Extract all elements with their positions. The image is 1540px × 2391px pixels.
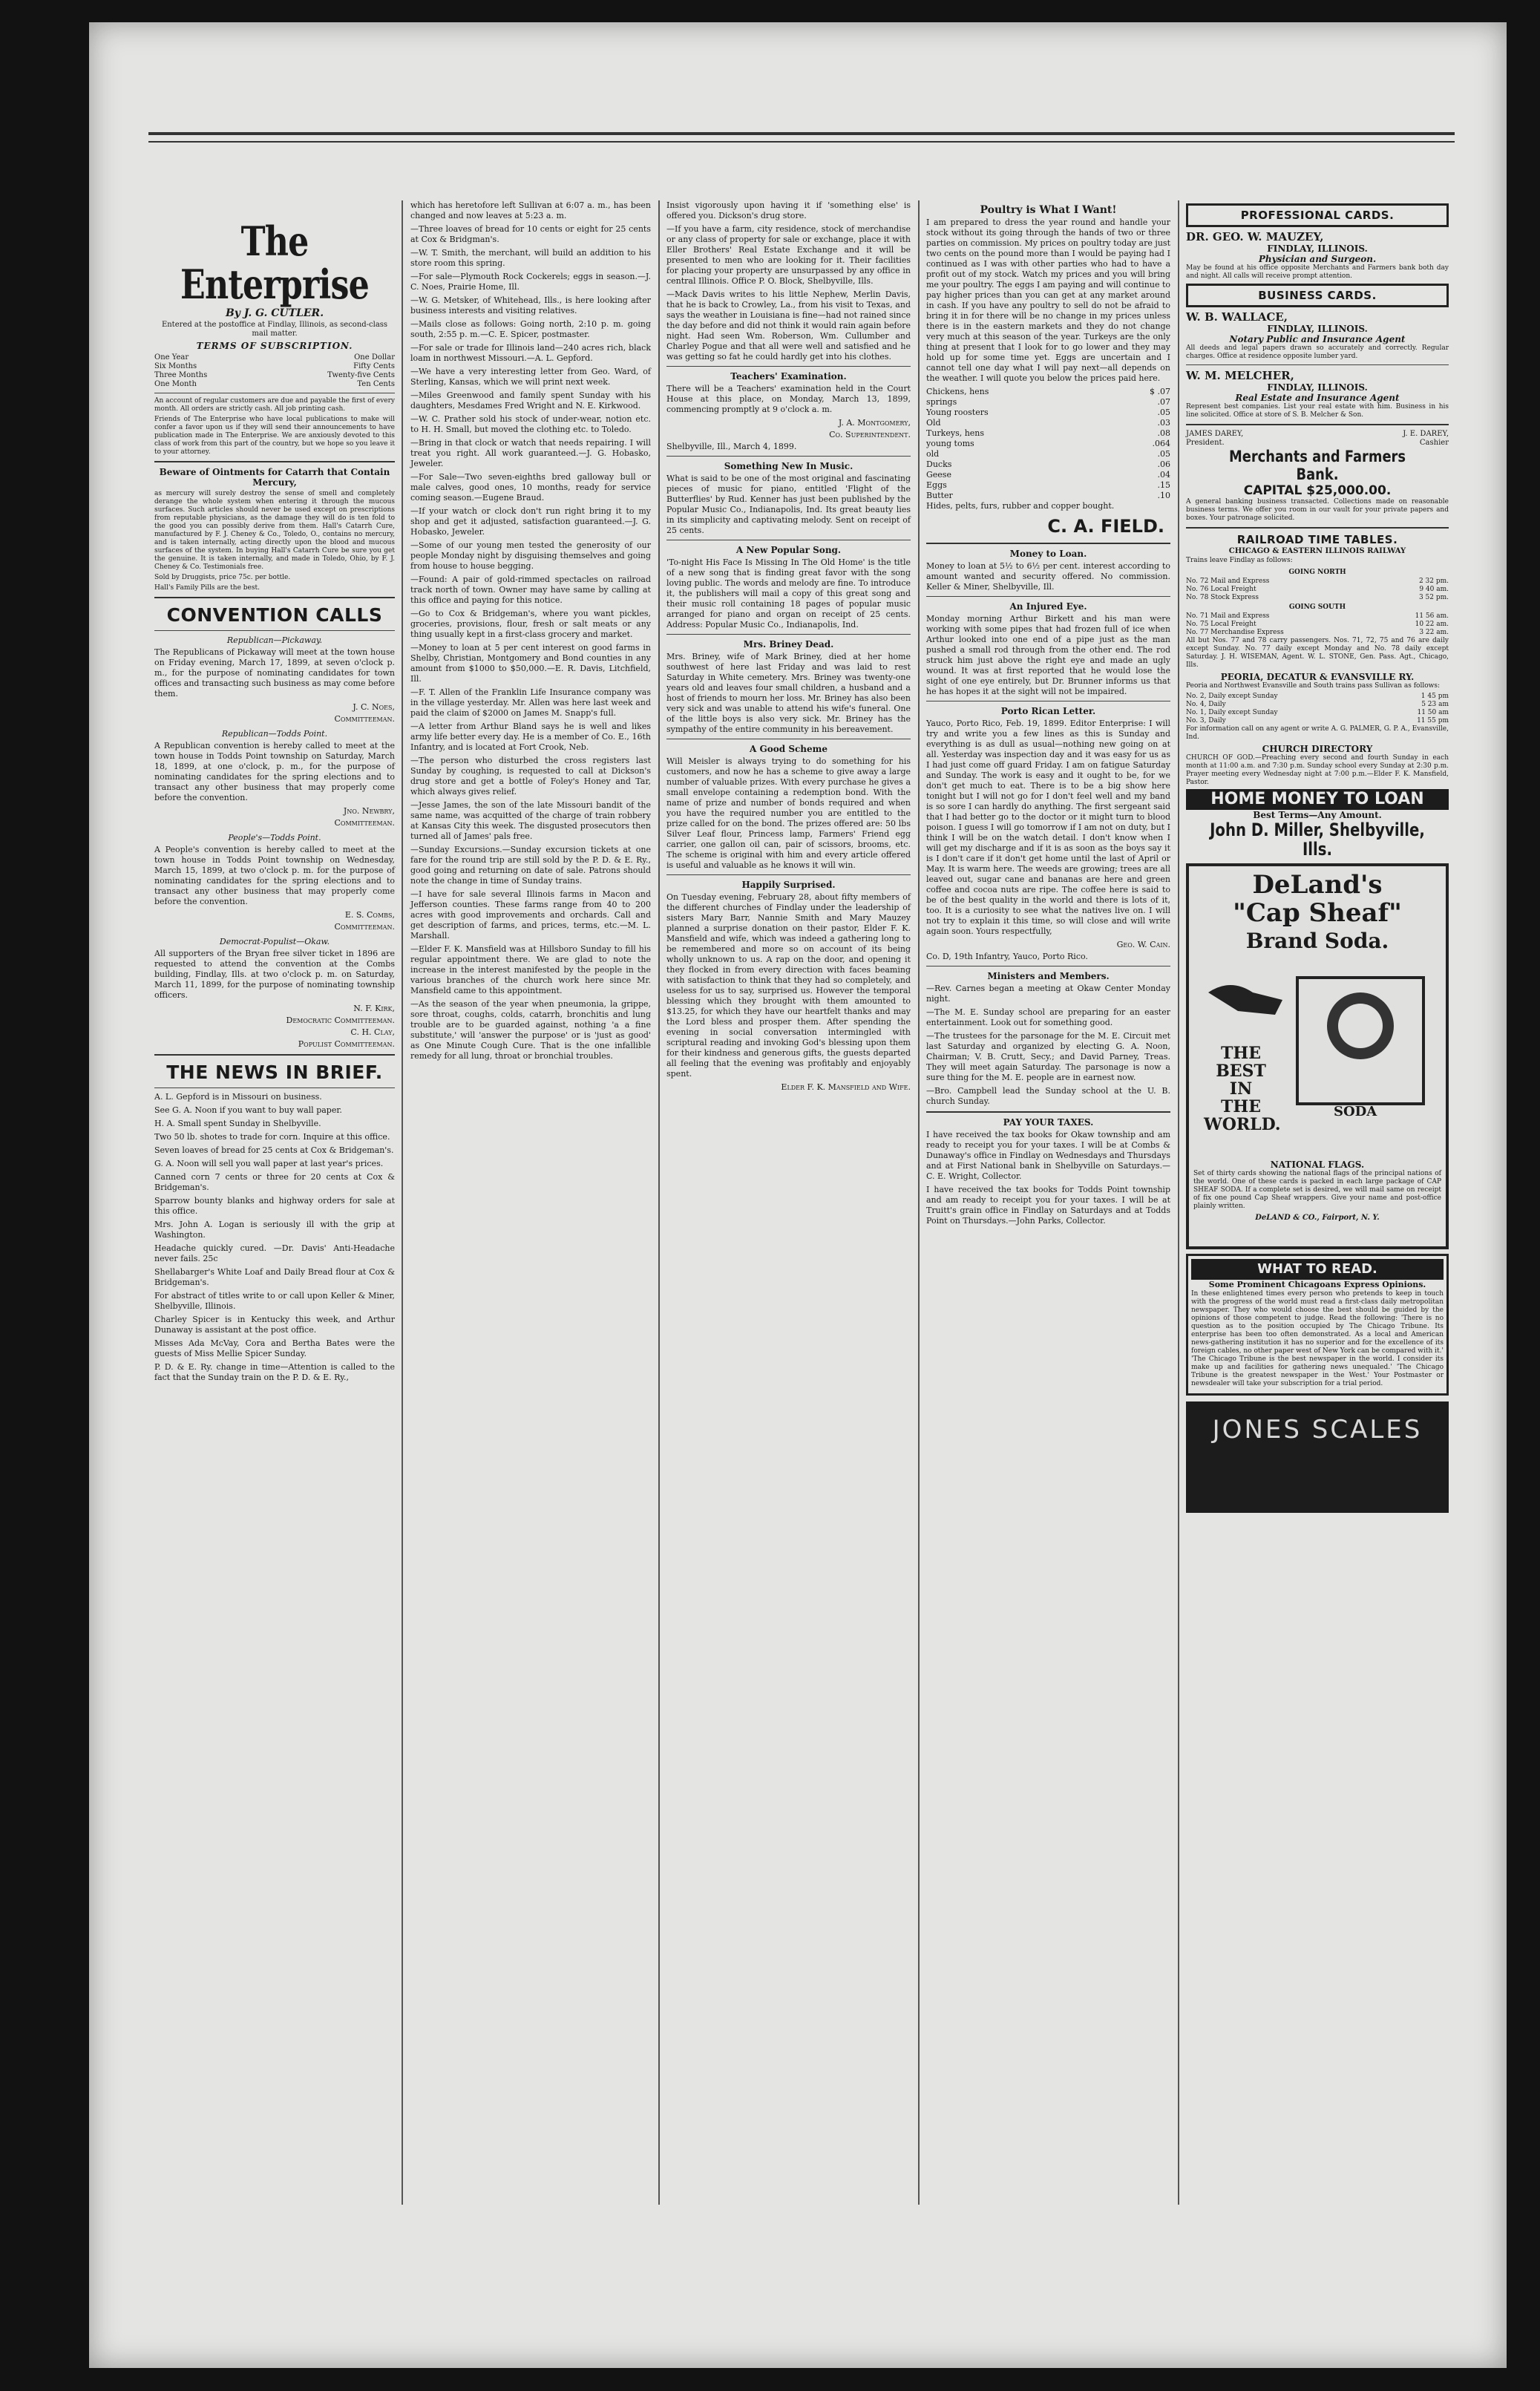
local-item: —W. C. Prather sold his stock of under-wear, notion etc. to H. H. Small, but moved the clothing etc. to Toledo. [410,414,651,434]
taxes-heading: PAY YOUR TAXES. [1003,1117,1094,1128]
field-signature: C. A. FIELD. [1047,516,1164,537]
price-row: Eggs .15 [926,480,1170,490]
scheme-heading: A Good Scheme [750,744,828,754]
train-row: No. 2, Daily except Sunday 1 45 pm [1186,693,1449,700]
bank-name: Merchants and Farmers Bank. [1229,448,1406,483]
train-row: No. 3, Daily 11 55 pm [1186,717,1449,725]
soda-advertisement: DeLand's "Cap Sheaf" Brand Soda. THE BEST IN THE WORLD. SODA NATIONAL FLAGS. Set of thirty cards showing the national flags of the principal nations of the world. One of these cards is packed in each large package of CAP SHEAF SODA. If a complete set is desired, we will mail same on receipt of fix one pound Cap Sheaf wrappers. Give your name and post-office plainly written. DeLAND & CO., Fairport, N. Y. [1186,863,1449,1249]
local-item: —If your watch or clock don't run right bring it to my shop and get it adjusted, satisfaction guaranteed.—J. G. Hobasko, Jeweler. [410,506,651,537]
news-item: G. A. Noon will sell you wall paper at last year's prices. [154,1159,384,1168]
friends-notice: Friends of The Enterprise who have local publications to make will confer a favor upon us if they will send their announcements to have publication made in The Enterprise. We are anxiously devoted to this class of work from this part of the country, but we hope so you leave it to your attorney. [154,416,395,456]
call-heading: Republican—Todds Point. [221,729,328,739]
column-3: Insist vigorously upon having it if 'something else' is offered you. Dickson's drug store. —If you have a farm, city residence, stock of merchandise or any class of property for sale or exchange, place it with Eller Brothers' Real Estate Exchange and it will be presented to men who are looking for it. Their facilities for placing your property are unsurpassed by any office in central Illinois. Office P. O. Block, Shelbyville, Ills. —Mack Davis writes to his little Nephew, Merlin Davis, that he is back to Crowley, La., from his visit to Texas, and says the weather in Louisiana is fine—had not rained since the day before and did not think it would rain again before night. Had seen Wm. Roberson, Wm. Cullumber and Charley Pogue and that all were well and satisfied and he was getting so fat he could hardly get into his clothes. Teachers' Examination. There will be a Teachers' examination held in the Court House at this place, on Monday, March 13, 1899, commencing promptly at 9 o'clock a. m. J. A. Montgomery, Co. Superintendent. Shelbyville, Ill., March 4, 1899. Something New In Music. What is said to be one of the most original and fascinating pieces of music for piano, entitled 'Flight of the Butterflies' by Rud. Kenner has just been published by the Popular Music Co., Indianapolis, Ind. Its great beauty lies in its simplicity and captivating melody. Sent on receipt of 25 cents. A New Popular Song. 'To-night His Face Is Missing In The Old Home' is the title of a new song that is finding great favor with the song loving public. The words and melody are fine. To introduce it, the publishers will mail a copy of this great song and their music roll containing 18 pages of popular music arranged for piano and organ on receipt of 25 cents. Address: Popular Music Co., Indianapolis, Ind. Mrs. Briney Dead. Mrs. Briney, wife of Mark Briney, died at her home southwest of here last Friday and was laid to rest Saturday in White cemetery. Mrs. Briney was twenty-one years old and leaves four small children, a husband and a host of friends to mourn her loss. Mr. Briney has also been very sick and was unable to attend his wife's funeral. One of the little boys is also very sick. Mr. Briney has the sympathy of the entire community in his bereavement. A Good Scheme Will Meisler is always trying to do something for his customers, and now he has a scheme to give away a large number of valuable prizes. With every purchase he gives a small envelope containing a redemption bond. With the name of prize and number of bonds required and when you have the required number you are entitled to the prize called for on the bond. The prizes offered are: 50 lbs Silver Leaf flour, Princess lamp, Farmers' Friend egg carrier, one gallon oil can, pair of scissors, brooms, etc. The scheme is original with him and every article offered is useful and valuable as he knows it will win. Happily Surprised. On Tuesday evening, February 28, about fifty members of the different churches of Findlay under the leadership of sisters Mary Barr, Nannie Smith and Mary Mauzey planned a surprise donation on their pastor, Elder F. K. Mansfield and wife, which was indeed a gathering long to be remembered and more so on account of its being wholly unknown to us. A rap on the door, and opening it they flocked in from every direction with faces beaming with satisfaction to think that they had so completely, and useless for us to say, surprised us. However the temporal blessing which they brought with them amounted to $13.25, for which they have our heartfelt thanks and may the Lord bless and prosper them. After spending the evening in social conversation intermingled with scriptural reading and invoking God's blessing upon them for their kindness and generous gifts, the guests departed all feeling that the evening was profitably and enjoyably spent. Elder F. K. Mansfield and Wife. [666,200,911,1092]
bank-capital: CAPITAL $25,000.00. [1243,483,1392,498]
price-row: Turkeys, hens .08 [926,428,1170,438]
home-money-banner: HOME MONEY TO LOAN [1186,789,1449,810]
rate-row: Six Months Fifty Cents [154,362,395,370]
miller-name: John D. Miller, Shelbyville, Ills. [1210,820,1425,860]
local-item: —The person who disturbed the cross registers last Sunday by coughing, is requested to call at Dickson's drug store and get a bottle of Foley's Honey and Tar, which always gives relief. [410,756,651,797]
loan-heading: Money to Loan. [1009,549,1087,559]
news-item: Charley Spicer is in Kentucky this week, and Arthur Dunaway is assistant at the post office. [154,1315,395,1335]
local-item: —Mack Davis writes to his little Nephew, Merlin Davis, that he is back to Crowley, La., from his visit to Texas, and says the weather in Louisiana is fine—had not rained since the day before and did not think it would rain again before night. Had seen Wm. Roberson, Wm. Cullumber and Charley Pogue and that all were well and satisfied and he was getting so fat he could hardly get into his clothes. [666,290,911,362]
news-item: Sparrow bounty blanks and highway orders for sale at this office. [154,1196,395,1216]
call-text: The Republicans of Pickaway will meet at the town house on Friday evening, March 17, 1899, at seven o'clock p. m., for the purpose of nominating candidates for town offices and transacting such business as may come before them. [154,647,395,699]
top-rule [148,132,1455,143]
beware-text: as mercury will surely destroy the sense of smell and completely derange the whole system when entering it through the mucous surfaces. Such articles should never be used except on prescriptions from reputable physicians, as the damage they will do is ten fold to the good you can possibly derive from them. Hall's Catarrh Cure, manufactured by F. J. Cheney & Co., Toledo, O., contains no mercury, and is taken internally, acting directly upon the blood and mucous surfaces of the system. In buying Hall's Catarrh Cure be sure you get the genuine. It is taken internally, and made in Toledo, Ohio, by F. J. Cheney & Co. Testimonials free. [154,490,395,571]
train-row: No. 4, Daily 5 23 am [1186,701,1449,708]
local-item: —As the season of the year when pneumonia, la grippe, sore throat, coughs, colds, catarrh, bronchitis and lung trouble are to be guarded against, nothing 'a a fine substitute,' will 'answer the purpose' or is 'just as good' as One Minute Cough Cure. That is the one infallible remedy for all lung, throat or bronchial troubles. [410,999,651,1061]
mauzey-name: DR. GEO. W. MAUZEY, [1186,230,1324,243]
what-to-read-box: WHAT TO READ. Some Prominent Chicagoans Express Opinions. In these enlightened times every person who pretends to keep in touch with the progress of the world must read a first-class daily metropolitan newspaper. They who would choose the best should be guided by the opinions of those competent to judge. Read the following: 'There is no question as to the position occupied by The Chicago Tribune. Its enterprise has been too often demonstrated. As a local and American news-gathering institution it has no superior and for the excellence of its foreign cables, no other paper west of New York can be compared with it.' 'The Chicago Tribune is the best newspaper in the world. I consider its make up and facilities for gathering news unequaled.' 'The Chicago Tribune is the greatest newspaper in the West.' Your Postmaster or newsdealer will take your subscription for a trial period. [1186,1254,1449,1396]
eye-heading: An Injured Eye. [1009,601,1087,612]
beware-heading: Beware of Ointments for Catarrh that Contain Mercury, [159,467,390,488]
local-item: —For Sale—Two seven-eighths bred galloway bull or male calves, good ones, 10 months, ready for service coming season.—Eugene Braud. [410,472,651,503]
rate-row: One Year One Dollar [154,353,395,362]
best-in-world-label: THE BEST IN THE WORLD. [1204,1044,1281,1134]
train-row: No. 75 Local Freight 10 22 am. [1186,621,1449,628]
masthead-title: The Enterprise [180,217,369,308]
column-rule [918,200,920,2205]
news-item: For abstract of titles write to or call upon Keller & Miner, Shelbyville, Illinois. [154,1291,395,1311]
local-item: —For sale—Plymouth Rock Cockerels; eggs in season.—J. C. Noes, Prairie Home, Ill. [410,272,651,292]
masthead-entered: Entered at the postoffice at Findlay, Illinois, as second-class mail matter. [161,321,388,338]
news-item: H. A. Small spent Sunday in Shelbyville. [154,1119,321,1128]
convention-calls-heading: CONVENTION CALLS [166,604,383,626]
melcher-name: W. M. MELCHER, [1186,369,1294,382]
beware-pills: Hall's Family Pills are the best. [154,584,260,592]
local-item: —I have for sale several Illinois farms in Macon and Jefferson counties. These farms range from 40 to 200 acres with good improvements and orchards. Call and get description of farms, and prices, terms, etc.—M. L. Marshall. [410,889,651,941]
surprise-heading: Happily Surprised. [741,880,836,890]
local-item: —Some of our young men tested the generosity of our people Monday night by disguising themselves and going from house to house begging. [410,540,651,571]
local-item: —A letter from Arthur Bland says he is well and likes army life better every day. He is a member of Co. E., 16th Infantry, and is located at Fort Crook, Neb. [410,722,651,752]
price-row: Old .03 [926,418,1170,428]
local-item: —W. G. Metsker, of Whitehead, Ills., is here looking after business interests and visiting relatives. [410,295,651,315]
professional-cards: PROFESSIONAL CARDS. [1186,203,1449,227]
masthead-editor: By J. G. CUTLER. [225,307,324,319]
train-row: No. 71 Mail and Express 11 56 am. [1186,612,1449,620]
column-4: Poultry is What I Want! I am prepared to dress the year round and handle your stock without its going through the hands of two or three parties on commission. My prices on poultry today are just two cents on the pound more than I would be paying had I continued as I was with other parties who had to have a profit out of my stock. Watch my prices and you will bring me your poultry. The eggs I am paying and will continue to pay higher prices than you can get at any market around in cash. If you have any poultry to sell do not be afraid to bring it in for there will be no change in my prices unless there is in the eastern markets and they do not change very much at this season of the year. Turkeys are the only thing at present that I look for to go lower and they may hold up for some time yet. Eggs are uncertain and I cannot tell one day what I will pay next—all depends on the weather. I will quote you below the prices paid here. Chickens, hens $ .07 springs .07 Young roosters .05 Old .03 Turkeys, hens .08 young toms .064 old .05 Ducks .06 Geese .04 Eggs .15 Butter .10 Hides, pelts, furs, rubber and copper bought. C. A. FIELD. Money to Loan. Money to loan at 5½ to 6½ per cent. interest according to amount wanted and security offered. No commission. Keller & Miner, Shelbyville, Ill. An Injured Eye. Monday morning Arthur Birkett and his man were working with some pipes that had frozen full of ice when Arthur looked into one end of a pipe just as the man pushed a small rod through from the other end. The rod struck him just above the right eye and made an ugly wound. It was at first reported that he would lose the sight of one eye entirely, but Dr. Brunner informs us that he has hopes it at the sight will not be impaired. Porto Rican Letter. Yauco, Porto Rico, Feb. 19, 1899. Editor Enterprise: I will try and write you a few lines as this is Sunday and everything is as dull as usual—nothing new going on at all. Yesterday was inspection day and it was easy for us as I had just come off guard Friday. I am on fatigue Saturday and Sunday. The work is easy and it ought to be, for we don't get much to eat. There is to be a big show here tonight but I will not go for I don't feel well and my band is so sore I can hardly do anything. The first sergeant said that I had better go to the doctor or it might turn to blood poison. I guess I will go tomorrow if I am not on duty, but I think I will be on the watch detail. I don't know when I will get my discharge and if it is as soon as the boys say it is I don't care if it don't get home until the last of April or May. It is warm here. The weeds are growing; trees are all leaved out, sugar cane and bananas are here and green coffee and cocoa nuts are ripe. The coffee here is said to be of the best quality in the world and there is lots of it, too. It is a curiosity to see what the natives live on. I will not try to explain it this time, so will close and will write again soon. Yours respectfully, Geo. W. Cain. Co. D, 19th Infantry, Yauco, Porto Rico. Ministers and Members. —Rev. Carnes began a meeting at Okaw Center Monday night. —The M. E. Sunday school are preparing for an easter entertainment. Look out for something good. —The trustees for the parsonage for the M. E. Circuit met last Saturday and organized by electing G. A. Noon, Chairman; V. B. Crutt, Secy.; and David Parney, Treas. They will meet again Saturday. The parsonage is now a sure thing for the M. E. people are in earnest now. —Bro. Campbell lead the Sunday school at the U. B. church Sunday. PAY YOUR TAXES. I have received the tax books for Okaw township and am ready to receipt you for your taxes. I will be at Combs & Dunaway's office in Findlay on Wednesdays and Thursdays and at First National bank in Shelbyville on Saturdays.—C. E. Wright, Collector. I have received the tax books for Todds Point township and am ready to receipt you for your taxes. I will be at Truitt's grain office in Findlay on Saturdays and at Todds Point on Thursdays.—John Parks, Collector. [926,204,1170,1226]
news-item: Shellabarger's White Loaf and Daily Bread flour at Cox & Bridgeman's. [154,1267,395,1287]
price-row: Ducks .06 [926,459,1170,469]
news-item: Misses Ada McVay, Cora and Bertha Bates were the guests of Miss Mellie Spicer Sunday. [154,1338,395,1358]
payment-notice: An account of regular customers are due and payable the first of every month. All orders are strictly cash. All job printing cash. [154,397,395,413]
subscription-heading: TERMS OF SUBSCRIPTION. [196,341,353,351]
news-item: Seven loaves of bread for 25 cents at Cox & Bridgeman's. [154,1145,394,1155]
train-row: No. 1, Daily except Sunday 11 50 am [1186,709,1449,716]
teachers-heading: Teachers' Examination. [730,371,847,382]
rate-row: Three Months Twenty-five Cents [154,371,395,379]
column-rule [1178,200,1179,2205]
news-item: Mrs. John A. Logan is seriously ill with the grip at Washington. [154,1220,395,1240]
local-item: —We have a very interesting letter from Geo. Ward, of Sterling, Kansas, which we will print next week. [410,367,651,387]
local-item: —For sale or trade for Illinois land—240 acres rich, black loam in northwest Missouri.—A. L. Gepford. [410,343,651,363]
rate-row: One Month Ten Cents [154,380,395,388]
call-heading: People's—Todds Point. [228,833,321,843]
column-2 [404,200,657,2205]
local-item: —F. T. Allen of the Franklin Life Insurance company was in the village yesterday. Mr. Allen was here last week and paid the claim of $2000 on James M. Snapp's full. [410,687,651,718]
price-row: springs .07 [926,397,1170,407]
local-item: —Elder F. K. Mansfield was at Hillsboro Sunday to fill his regular appointment there. We are glad to note the increase in the interest manifested by the people in the various branches of the church work here since Mr. Mansfield came to this appointment. [410,944,651,995]
train-row: No. 77 Merchandise Express 3 22 am. [1186,629,1449,636]
call-text: All supporters of the Bryan free silver ticket in 1896 are requested to attend the convention at the Combs building, Findlay, Ills. at two o'clock p. m. on Saturday, March 11, 1899, for the purpose of nominating township officers. [154,949,395,1000]
local-item: —Mails close as follows: Going north, 2:10 p. m. going south, 2:55 p. m.—C. E. Spicer, postmaster. [410,319,651,339]
pointing-hand-icon [1208,985,1282,1015]
local-item: —Jesse James, the son of the late Missouri bandit of the same name, was acquitted of the charge of train robbery at Kansas City this week. The disgusted prosecutors then turned all of James' pals free. [410,800,651,841]
price-row: old .05 [926,449,1170,459]
porto-heading: Porto Rican Letter. [1000,706,1096,716]
local-item: —If you have a farm, city residence, stock of merchandise or any class of property for sale or exchange, place it with Eller Brothers' Real Estate Exchange and it will be presented to men who are looking for it. Their facilities for placing your property are unsurpassed by any office in central Illinois. Office P. O. Block, Shelbyville, Ills. [666,224,911,286]
train-row: No. 72 Mail and Express 2 32 pm. [1186,578,1449,585]
price-row: young toms .064 [926,439,1170,448]
train-row: No. 78 Stock Express 3 52 pm. [1186,594,1449,601]
column-5: PROFESSIONAL CARDS. DR. GEO. W. MAUZEY, FINDLAY, ILLINOIS. Physician and Surgeon. May be found at his office opposite Merchants and Farmers bank both day and night. All calls will receive prompt attention. BUSINESS CARDS. W. B. WALLACE, FINDLAY, ILLINOIS. Notary Public and Insurance Agent All deeds and legal papers drawn so accurately and correctly. Regular charges. Office at residence opposite lumber yard. W. M. MELCHER, FINDLAY, ILLINOIS. Real Estate and Insurance Agent Represent best companies. List your real estate with him. Business in his line solicited. Office at store of S. B. Melcher & Son. JAMES DAREY, J. E. DAREY, President. Cashier Merchants and Farmers Bank. CAPITAL $25,000.00. A general banking business transacted. Collections made on reasonable business terms. We offer you room in our vault for your private papers and boxes. Your patronage solicited. RAILROAD TIME TABLES. CHICAGO & EASTERN ILLINOIS RAILWAY Trains leave Findlay as follows: GOING NORTH No. 72 Mail and Express 2 32 pm. No. 76 Local Freight 9 40 am. No. 78 Stock Express 3 52 pm. GOING SOUTH No. 71 Mail and Express 11 56 am. No. 75 Local Freight 10 22 am. No. 77 Merchandise Express 3 22 am. All but Nos. 77 and 78 carry passengers. Nos. 71, 72, 75 and 76 are daily except Sunday. No. 77 daily except Monday and No. 78 daily except Saturday. J. H. WISEMAN, Agent. W. L. STONE, Gen. Pass. Agt., Chicago, Ills. PEORIA, DECATUR & EVANSVILLE RY. Peoria and Northwest Evansville and South trains pass Sullivan as follows: No. 2, Daily except Sunday 1 45 pm No. 4, Daily 5 23 am No. 1, Daily except Sunday 11 50 am No. 3, Daily 11 55 pm For information call on any agent or write A. G. PALMER, G. P. A., Evansville, Ind. CHURCH DIRECTORY CHURCH OF GOD.—Preaching every second and fourth Sunday in each month at 11:00 a.m. and 7:30 p.m. Sunday school every Sunday at 2:30 p.m. Prayer meeting every Wednesday night at 7:00 p.m.—Elder F. K. Mansfield, Pastor. HOME MONEY TO LOAN Best Terms—Any Amount. John D. Miller, Shelbyville, Ills. DeLand's "Cap Sheaf" Brand Soda. THE BEST IN THE WORLD. SODA NATIONAL FLAGS. Set of thirty cards showing the national flags of the principal nations of the world. One of these cards is packed in each large package of CAP SHEAF SODA. If a complete set is desired, we will mail same on receipt of fix one pound Cap Sheaf wrappers. Give your name and post-office plainly written. DeLAND & CO., Fairport, N. Y. WHAT TO READ. Some Prominent Chicagoans Express Opinions. In these enlightened times every person who pretends to keep in touch with the progress of the world must read a first-class daily metropolitan newspaper. They who would choose the best should be guided by the opinions of those competent to judge. Read the following: 'There is no question as to the position occupied by The Chicago Tribune. Its enterprise has been too often demonstrated. As a local and American news-gathering institution it has no superior and for the excellence of its foreign cables, no other paper west of New York can be compared with it.' 'The Chicago Tribune is the best newspaper in the world. I consider its make up and facilities for gathering news unequaled.' 'The Chicago Tribune is the greatest newspaper in the West.' Your Postmaster or newsdealer will take your subscription for a trial period. JONES SCALES [1180,200,1455,2205]
local-item: Insist vigorously upon having it if 'something else' is offered you. Dickson's drug store. [666,200,911,220]
beware-sold: Sold by Druggists, price 75c. per bottle. [154,574,291,581]
train-row: No. 76 Local Freight 9 40 am. [1186,586,1449,593]
column-rule [402,200,403,2205]
news-item: Two 50 lb. shotes to trade for corn. Inquire at this office. [154,1132,390,1142]
price-row: Chickens, hens $ .07 [926,387,1170,396]
call-text: A Republican convention is hereby called to meet at the town house in Todds Point township on Saturday, March 18, 1899, at one o'clock, p. m., for the purpose of nominating candidates for the spring elections and to transact any other business that may properly come before the convention. [154,741,395,802]
news-item: Canned corn 7 cents or three for 20 cents at Cox & Bridgeman's. [154,1172,395,1192]
railroad-heading: RAILROAD TIME TABLES. [1236,533,1398,546]
column-1: The Enterprise By J. G. CUTLER. Entered at the postoffice at Findlay, Illinois, as second-class mail matter. TERMS OF SUBSCRIPTION. One Year One Dollar Six Months Fifty Cents Three Months Twenty-five Cents One Month Ten Cents An account of regular customers are due and payable the first of every month. All orders are strictly cash. All job printing cash. Friends of The Enterprise who have local publications to make will confer a favor upon us if they will send their announcements to have publication made in The Enterprise. We are anxiously devoted to this class of work from this part of the country, but we hope so you leave it to your attorney. Beware of Ointments for Catarrh that Contain Mercury, as mercury will surely destroy the sense of smell and completely derange the whole system when entering it through the mucous surfaces. Such articles should never be used except on prescriptions from reputable physicians, as the damage they will do is ten fold to the good you can possibly derive from them. Hall's Catarrh Cure, manufactured by F. J. Cheney & Co., Toledo, O., contains no mercury, and is taken internally, acting directly upon the blood and mucous surfaces of the system. In buying Hall's Catarrh Cure be sure you get the genuine. It is taken internally, and made in Toledo, Ohio, by F. J. Cheney & Co. Testimonials free. Sold by Druggists, price 75c. per bottle. Hall's Family Pills are the best. CONVENTION CALLS Republican—Pickaway. The Republicans of Pickaway will meet at the town house on Friday evening, March 17, 1899, at seven o'clock p. m., for the purpose of nominating candidates for town offices and transacting such business as may come before them. J. C. Noes, Committeeman. Republican—Todds Point. A Republican convention is hereby called to meet at the town house in Todds Point township on Saturday, March 18, 1899, at one o'clock, p. m., for the purpose of nominating candidates for the spring elections and to transact any other business that may properly come before the convention. Jno. Newbry, Committeeman. People's—Todds Point. A People's convention is hereby called to meet at the town house in Todds Point township on Wednesday, March 15, 1899, at two o'clock p. m. for the purpose of nominating candidates for the spring elections and to transact any other business that may properly come before the convention. E. S. Combs, Committeeman. Democrat-Populist—Okaw. All supporters of the Bryan free silver ticket in 1896 are requested to attend the convention at the Combs building, Findlay, Ills. at two o'clock p. m. on Saturday, March 11, 1899, for the purpose of nominating township officers. N. F. Kirk, Democratic Committeeman. C. H. Clay, Populist Committeeman. THE NEWS IN BRIEF. A. L. Gepford is in Missouri on business. See G. A. Noon if you want to buy wall paper. H. A. Small spent Sunday in Shelbyville. Two 50 lb. shotes to trade for corn. Inquire at this office. Seven loaves of bread for 25 cents at Cox & Bridgeman's. G. A. Noon will sell you wall paper at last year's prices. Canned corn 7 cents or three for 20 cents at Cox & Bridgeman's. Sparrow bounty blanks and highway orders for sale at this office. Mrs. John A. Logan is seriously ill with the grip at Washington. Headache quickly cured. —Dr. Davis' Anti-Headache never fails. 25c Shellabarger's White Loaf and Daily Bread flour at Cox & Bridgeman's. For abstract of titles write to or call upon Keller & Miner, Shelbyville, Illinois. Charley Spicer is in Kentucky this week, and Arthur Dunaway is assistant at the post office. Misses Ada McVay, Cora and Bertha Bates were the guests of Miss Mellie Spicer Sunday. P. D. & E. Ry. change in time—Attention is called to the fact that the Sunday train on the P. D. & E. Ry., [154,217,395,1382]
news-item: P. D. & E. Ry. change in time—Attention is called to the fact that the Sunday train on the P. D. & E. Ry., [154,1362,395,1382]
local-item: —Three loaves of bread for 10 cents or eight for 25 cents at Cox & Bridgman's. [410,224,651,244]
news-item: See G. A. Noon if you want to buy wall paper. [154,1105,342,1115]
local-item: —Miles Greenwood and family spent Sunday with his daughters, Mesdames Fred Wright and N. E. Kirkwood. [410,390,651,411]
local-item: —W. T. Smith, the merchant, will build an addition to his store room this spring. [410,248,651,268]
ministers-heading: Ministers and Members. [987,971,1110,981]
jones-scales-ad: JONES SCALES [1186,1401,1449,1513]
price-row: Young roosters .05 [926,408,1170,417]
song-heading: A New Popular Song. [735,545,842,555]
wallace-name: W. B. WALLACE, [1186,310,1288,324]
local-item: —Money to loan at 5 per cent interest on good farms in Shelby, Christian, Montgomery and Bond counties in any amount from $1000 to $50,000.—E. R. Davis, Litchfield, Ill. [410,643,651,684]
call-heading: Democrat-Populist—Okaw. [219,937,330,946]
newspaper-page [148,200,1455,2205]
local-item: —Bring in that clock or watch that needs repairing. I will treat you right. All work guaranteed.—J. G. Hobasko, Jeweler. [410,438,651,468]
briney-heading: Mrs. Briney Dead. [743,639,834,650]
call-heading: Republican—Pickaway. [226,635,323,645]
business-cards: BUSINESS CARDS. [1186,284,1449,307]
column-rule [658,200,660,2205]
local-item: which has heretofore left Sullivan at 6:07 a. m., has been changed and now leaves at 5:23 a. m. [410,200,651,220]
call-text: A People's convention is hereby called to meet at the town house in Todds Point township on Wednesday, March 15, 1899, at two o'clock p. m. for the purpose of nominating candidates for the spring elections and to transact any other business that may properly come before the convention. [154,845,395,906]
local-item: —Go to Cox & Bridgeman's, where you want pickles, groceries, provisions, flour, fresh or salt meats or any thing usually kept in a first-class grocery and market. [410,609,651,639]
news-item: A. L. Gepford is in Missouri on business. [154,1092,322,1102]
news-item: Headache quickly cured. —Dr. Davis' Anti-Headache never fails. 25c [154,1243,395,1263]
local-item: —Sunday Excursions.—Sunday excursion tickets at one fare for the round trip are still sold by the P. D. & E. Ry., good going and returning on date of sale. Patrons should note the change in time of Sunday trains. [410,845,651,886]
news-in-brief-heading: THE NEWS IN BRIEF. [166,1062,383,1083]
music-heading: Something New In Music. [724,461,853,471]
local-item: —Found: A pair of gold-rimmed spectacles on railroad track north of town. Owner may have same by calling at this office and paying for this notice. [410,575,651,605]
price-row: Geese .04 [926,470,1170,480]
price-row: Butter .10 [926,491,1170,500]
poultry-heading: Poultry is What I Want! [980,204,1117,216]
